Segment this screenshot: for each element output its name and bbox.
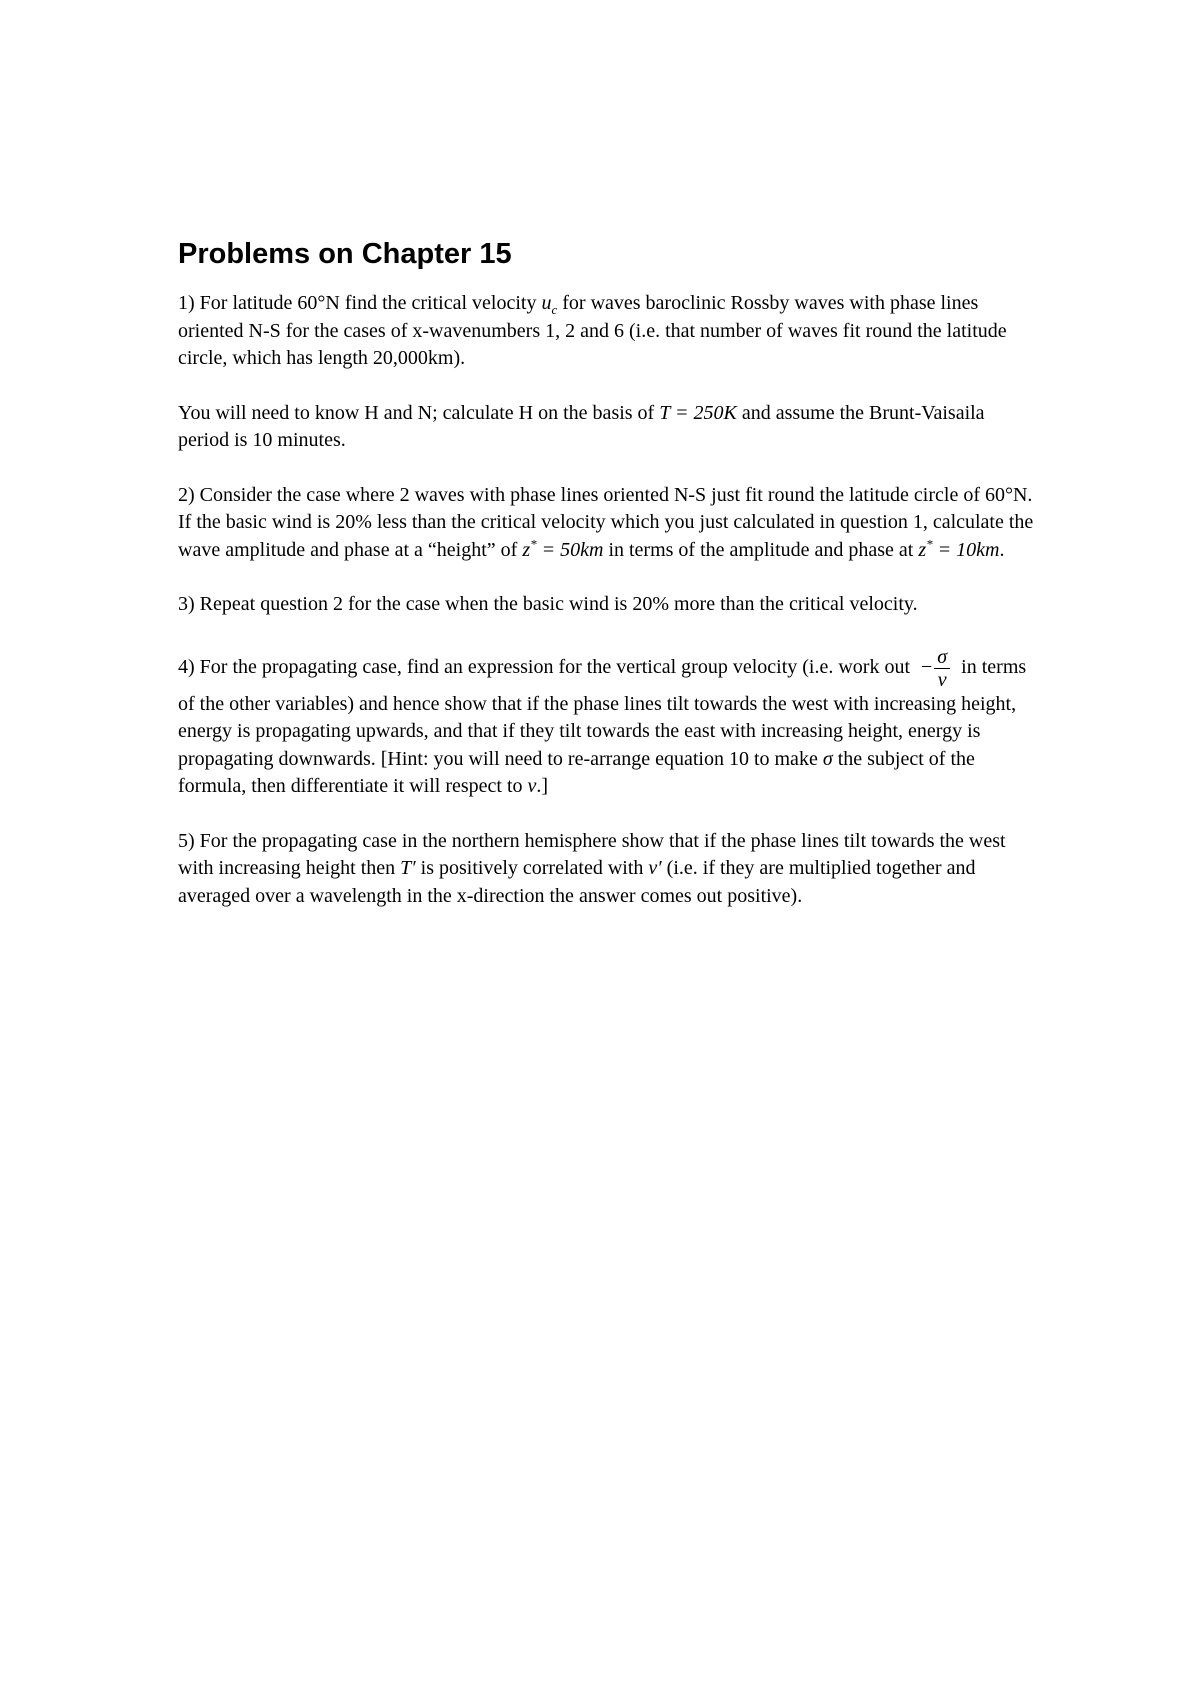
problem-1-text-b: for waves baroclinic Rossby waves with phase lines oriented N-S for the cases of x-wavenumbers 1, 2 and 6 (i.e. that number of waves fit round the latitude circle, which has length 20,000km). <box>178 292 1007 369</box>
t-prime-symbol: T′ <box>400 857 416 879</box>
problem-2-text-b: in terms of the amplitude and phase at <box>608 538 914 561</box>
problem-5-text-b: is positively correlated with <box>420 857 644 879</box>
problem-2-text-a: 2) Consider the case where 2 waves with phase lines oriented N-S just fit round the latitude circle of 60°N. If the basic wind is 20% less than the critical velocity which you just calculated in question 1, calculate the wave amplitude and phase at a “height” of <box>178 483 1034 561</box>
problem-4-text-d: .] <box>536 775 549 797</box>
fraction-denominator: ν <box>937 668 947 691</box>
problem-4-text-a: 4) For the propagating case, find an expression for the vertical group velocity (i.e. work out <box>178 655 911 678</box>
problem-4-text-b: in terms of the other variables) and hence show that if the phase lines tilt towards the west with increasing height, energy is propagating upwards, and that if they tilt towards the east with increasing height, energy is propagating downwards. [Hint: you will need to re-arrange equation 10 to make <box>178 655 1027 770</box>
height-equation-10km: z* = 10km <box>918 535 1000 561</box>
fraction-numerator: σ <box>934 646 950 669</box>
problem-1-note-text-b: and assume the Brunt-Vaisaila period is 10 minutes. <box>178 401 985 451</box>
sigma-over-nu-fraction <box>934 646 950 691</box>
problem-4-text-c: the subject of the formula, then differentiate it will respect to <box>178 747 975 797</box>
problem-5-text-a: 5) For the propagating case in the northern hemisphere show that if the phase lines tilt towards the west with increasing height then <box>178 829 1006 879</box>
minus-sign: − <box>921 655 933 678</box>
problem-5 <box>178 828 1036 911</box>
critical-velocity-symbol: $u_c$ <box>541 292 558 317</box>
problem-4 <box>178 646 1036 801</box>
nu-symbol: ν <box>527 775 537 797</box>
document-content <box>178 236 1036 937</box>
problem-3: 3) Repeat question 2 for the case when the basic wind is 20% more than the critical velocity. <box>178 593 918 615</box>
height-equation-50km: z* = 50km <box>522 535 604 561</box>
problem-5-text-c: (i.e. if they are multiplied together and averaged over a wavelength in the x-direction the answer comes out positive). <box>178 857 976 907</box>
problem-2-text-c: . <box>999 538 1005 561</box>
temperature-equation: T = 250K <box>659 401 737 424</box>
problem-2 <box>178 482 1036 565</box>
problem-1-text-a: 1) For latitude 60°N find the critical velocity <box>178 292 537 314</box>
v-prime-symbol: v′ <box>648 857 662 879</box>
problem-1-note-text-a: You will need to know H and N; calculate H on the basis of <box>178 401 655 424</box>
problem-1-note <box>178 400 1036 455</box>
sigma-symbol: σ <box>822 747 833 770</box>
page-title: Problems on Chapter 15 <box>178 238 512 270</box>
problem-1 <box>178 290 1036 373</box>
